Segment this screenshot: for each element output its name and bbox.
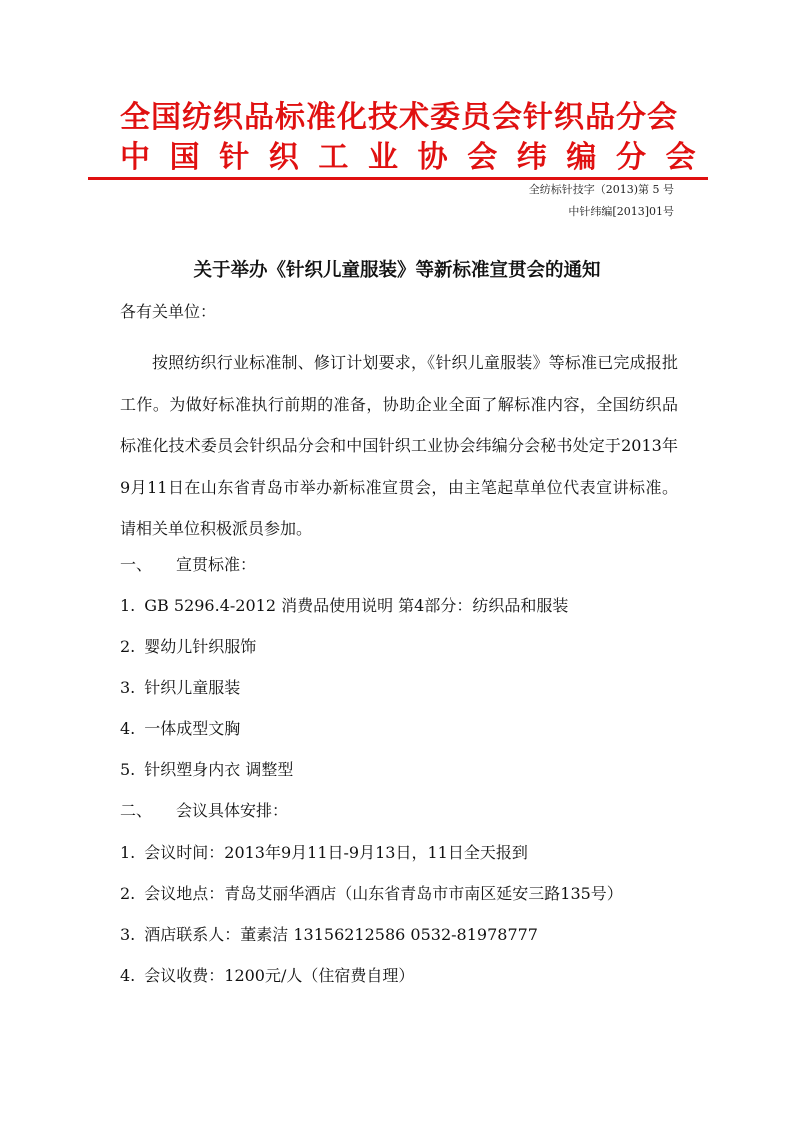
list-item-number: 5.: [120, 760, 136, 779]
document-number-1: 全纺标针技字（2013)第 5 号: [528, 183, 674, 196]
list-item-text: 婴幼儿针织服饰: [144, 637, 257, 656]
list-item-number: 4.: [120, 966, 136, 985]
section-heading: [120, 553, 256, 577]
list-item-text: 会议时间：2013年9月11日-9月13日，11日全天报到: [144, 843, 528, 862]
issuer-name-2: 中国针织工业协会纬编分会: [120, 140, 716, 175]
list-item-number: 2.: [120, 637, 136, 656]
section-title: 宣贯标准：: [176, 555, 257, 574]
red-header-rule: [88, 177, 708, 180]
list-item-number: 2.: [120, 884, 136, 903]
salutation: 各有关单位：: [120, 302, 217, 321]
section-number: 一、: [120, 555, 153, 574]
issuer-name-1: 全国纺织品标准化技术委员会针织品分会: [120, 100, 678, 135]
document-number-2: 中针纬编[2013]01号: [568, 205, 674, 218]
list-item-number: 1.: [120, 843, 136, 862]
list-item: [120, 882, 623, 906]
body-paragraph: 按照纺织行业标准制、修订计划要求，《针织儿童服装》等标准已完成报批工作。为做好标准执行前期的准备，协助企业全面了解标准内容，全国纺织品标准化技术委员会针织品分会和中国针织工业协会纬编分会秘书处定于2013年9月11日在山东省青岛市举办新标准宣贯会，由主笔起草单位代表宣讲标准。请相关单位积极派员参加。: [120, 353, 678, 538]
list-item: [120, 635, 256, 659]
list-item-text: 会议收费：1200元/人（住宿费自理）: [144, 966, 415, 985]
list-item-text: 针织塑身内衣 调整型: [144, 760, 294, 779]
list-item: [120, 964, 414, 988]
list-item-number: 1.: [120, 596, 136, 615]
section-heading: [120, 799, 288, 823]
list-item-text: GB 5296.4-2012 消费品使用说明 第4部分：纺织品和服装: [144, 596, 569, 615]
list-item-number: 3.: [120, 678, 136, 697]
list-item: [120, 676, 240, 700]
list-item: [120, 758, 293, 782]
list-item: [120, 717, 240, 741]
list-item-number: 4.: [120, 719, 136, 738]
list-item: [120, 594, 568, 618]
list-item-text: 针织儿童服装: [144, 678, 241, 697]
notice-title: 关于举办《针织儿童服装》等新标准宣贯会的通知: [193, 260, 601, 281]
list-item-text: 会议地点：青岛艾丽华酒店（山东省青岛市市南区延安三路135号）: [144, 884, 623, 903]
list-item: [120, 841, 528, 865]
list-item: [120, 923, 538, 947]
section-number: 二、: [120, 801, 153, 820]
list-item-text: 一体成型文胸: [144, 719, 241, 738]
section-title: 会议具体安排：: [176, 801, 289, 820]
list-item-number: 3.: [120, 925, 136, 944]
list-item-text: 酒店联系人：董素洁 13156212586 0532-81978777: [144, 925, 538, 944]
